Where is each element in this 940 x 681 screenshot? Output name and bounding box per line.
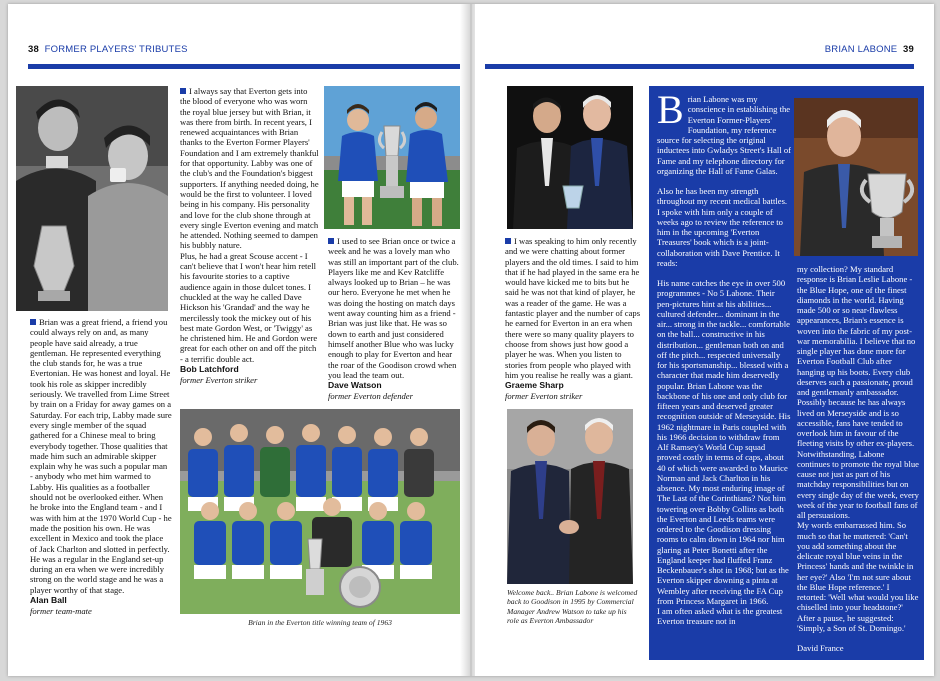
feature-p2: Also he has been my strength throughout my recent medical battles. I spoke with him only a couple of weeks ago to review the reference to him in the upcoming 'Everton Treasures' book which is a joint-collaboration with Dave Prentice. It reads: [657, 186, 788, 268]
feature-column-2 [797, 264, 919, 656]
feature-p4: I am often asked what is the greatest Everton treasure not in [657, 606, 783, 627]
alan-ball-role: former team-mate [30, 605, 92, 616]
bob-latchford-text: I always say that Everton gets into the blood of everyone who was worn the royal blue jersey but with Brian, it was there from birth. In recent years, I renewed acquaintances with Brian thanks to the Everton Former Players' Foundation and I am extremely thankful for that opportunity. Labby was one of the club's and the Foundation's biggest supporters. If anything needed doing, he would be the first to volunteer. I loved being in his company. His personality and love for the club shone through at every single Everton evening and match he attended. Nothing seemed to dampen his bubbly nature. [180, 86, 319, 251]
feature-p3: His name catches the eye in over 500 programmes - No 5 Labone. Their pen-pictures hint at his abilities... cultured defender... dominant in the air... strong in the tackle... comfortable on the ball... constructive in his distribution... gentleman both on and off the pitch... respected universally for his sportsmanship... blessed with a character that made him deservedly popular. Brian Labone was the backbone of his one and only club for fifteen years and deserved greater recognition outside of Merseyside. His 1962 nightmare in Paris coupled with his 1966 decision to withdraw from Alf Ramsey's World Cup squad proved costly in terms of caps, about 40 of which were awarded to Maurice Norman and Jack Charlton in his absence. My most enduring image of The Last of the Corinthians? Not him towering over Bobby Collins as both the Everton and Leeds teams were ordered to the Goodison dressing rooms to calm down in 1964 nor him glaring at Peter Bonetti after the England keeper had fluffed Franz Beckenbauer's shot in 1968; but as the Everton skipper downing a pinta at Wembley after receiving the FA Cup from Princess Margaret in 1966. [657, 278, 791, 606]
feature-p6: My words embarrassed him. So much so that he muttered: 'Can't you add something about the delicate royal blue veins in the Princess' hands and the twinkle in her eye?' Also 'I'm not sure about the Blue Hope reference.' I retorted: 'Well what would you like chiselled into your headstone?' After a pause, he suggested: 'Simply, a Son of St. Domingo.' [797, 520, 919, 633]
bullet-square-icon [30, 319, 36, 325]
feature-p1: rian Labone was my conscience in establishing the Everton Former-Players' Foundation, my reference source for selecting the original inductees into Gwladys Street's Hall of Fame and my telephone directory for organizing the Hall of Fame Galas. [657, 94, 791, 176]
right-section-title: BRIAN LABONE [824, 44, 898, 55]
graeme-sharp-text: I was speaking to him only recently and we were chatting about former players and the old times. I said to him that if he had played in the same era he would have kicked me to bits but he said he was not that kind of player, he was a reader of the game. He was a fantastic player and the number of caps he earned for Everton in an era when there were so many quality players to choose from shows just how good a player he was. When you listen to stories from people who played with him you realise he really was a giant. [505, 236, 641, 380]
right-running-head [825, 44, 914, 55]
bob-latchford-name: Bob Latchford [180, 364, 239, 375]
labone-cup-photo [794, 98, 918, 256]
handshake-photo [507, 409, 633, 584]
team-photo-1963 [180, 409, 460, 614]
left-page [8, 4, 467, 676]
dave-watson-text: I used to see Brian once or twice a week and he was a lovely man who was still an important part of the club. Players like me and Kev Ratcliffe always looked up to Brian – he was our hero. Everyone he met when he was doing the hosting on match days went away counting him as a friend - Brian was just like that. He was so down to earth and just considered himself another Blue who was lucky enough to play for Everton and hear the roar of the Goodison crowd when you lead the team out. [328, 236, 459, 380]
feature-panel [649, 86, 924, 660]
sharp-labone-photo [507, 86, 633, 229]
alan-ball-text: Brian was a great friend, a friend you could always rely on and, as many people have said already, a true gentleman. He represented everything the club stands for, he was a true Evertonian. He was honest and loyal. He took his role as skipper incredibly seriously. We travelled from Lime Street by train on a Friday for away games on a Saturday. For each trip, Labby made sure every single member of the squad gathered for a Chinese meal to bring everybody together. Those qualities that made him such an admirable skipper explain why he was such a popular man - anybody who met him warmed to Labby. His qualities as a footballer should not be overlooked either. When he broke into the England team - and I was with him at the 1970 World Cup - he made the position his own. He was excellent in Mexico and took the place of Jack Charlton and slotted in perfectly. He was a regular in the England set-up during an era when we were incredibly strong on the world stage and he was a player worthy of that stage. [30, 317, 172, 595]
dave-watson-name: Dave Watson [328, 380, 382, 391]
left-section-title: FORMER PLAYERS' TRIBUTES [44, 44, 188, 55]
tribute-alan-ball [30, 317, 172, 662]
left-page-number: 38 [28, 44, 39, 55]
tribute-graeme-sharp [505, 236, 641, 404]
feature-p5: my collection? My standard response is Brian Leslie Labone - the Blue Hope, one of the finest diamonds in the world. Having made 500 or so near-flawless appearances, Brian's essence is woven into the fabric of my post-war memorabilia. I believe that no single player has done more for Everton Football Club after hanging up his boots. Every club deserves such a passionate, proud and gentlemanly ambassador. Possibly because he has always lived on Merseyside and is so accessible, fans have tended to overlook him in favour of the fleeting visits by other ex-players. Notwithstanding, Labone continues to promote the royal blue cause not just as part of his matchday responsibilities but on every single day of the week, every week of the year to football fans of all persuasions. [797, 264, 919, 520]
bob-latchford-role: former Everton striker [180, 374, 258, 385]
dave-watson-role: former Everton defender [328, 390, 413, 401]
left-running-head [28, 44, 188, 55]
right-page [475, 4, 934, 676]
bullet-square-icon [505, 238, 511, 244]
bob-latchford-text-2: Plus, he had a great Scouse accent - I can't believe that I won't hear him retell his favourite stories to a captive audience again in those dulcet tones. I chuckled at the way he called Dave Hickson his 'Grandad' and the way he mercilessly took the mickey out of his best mate Gordon West, or 'Twiggy' as he christened him. He and Gordon were great for each other on and off the pitch - a terrific double act. [180, 250, 318, 364]
tribute-bob-latchford [180, 86, 320, 406]
magazine-spread [8, 4, 934, 676]
left-header-rule [28, 64, 460, 69]
handshake-caption: Welcome back.. Brian Labone is welcomed back to Goodison in 1995 by Commercial Manager Andrew Watson to take up his role as Everton Ambassador [507, 588, 638, 626]
bullet-square-icon [328, 238, 334, 244]
tea-photo [16, 86, 168, 311]
trophy-photo [324, 86, 460, 229]
feature-column-1 [657, 94, 791, 654]
graeme-sharp-role: former Everton striker [505, 390, 583, 401]
dropcap-letter: B [657, 94, 684, 132]
right-page-number: 39 [903, 44, 914, 55]
tribute-dave-watson [328, 236, 460, 404]
team-photo-caption: Brian in the Everton title winning team of 1963 [248, 618, 392, 627]
graeme-sharp-name: Graeme Sharp [505, 380, 564, 391]
feature-signature: David France [797, 643, 844, 653]
right-header-rule [485, 64, 914, 69]
alan-ball-name: Alan Ball [30, 595, 67, 606]
bullet-square-icon [180, 88, 186, 94]
